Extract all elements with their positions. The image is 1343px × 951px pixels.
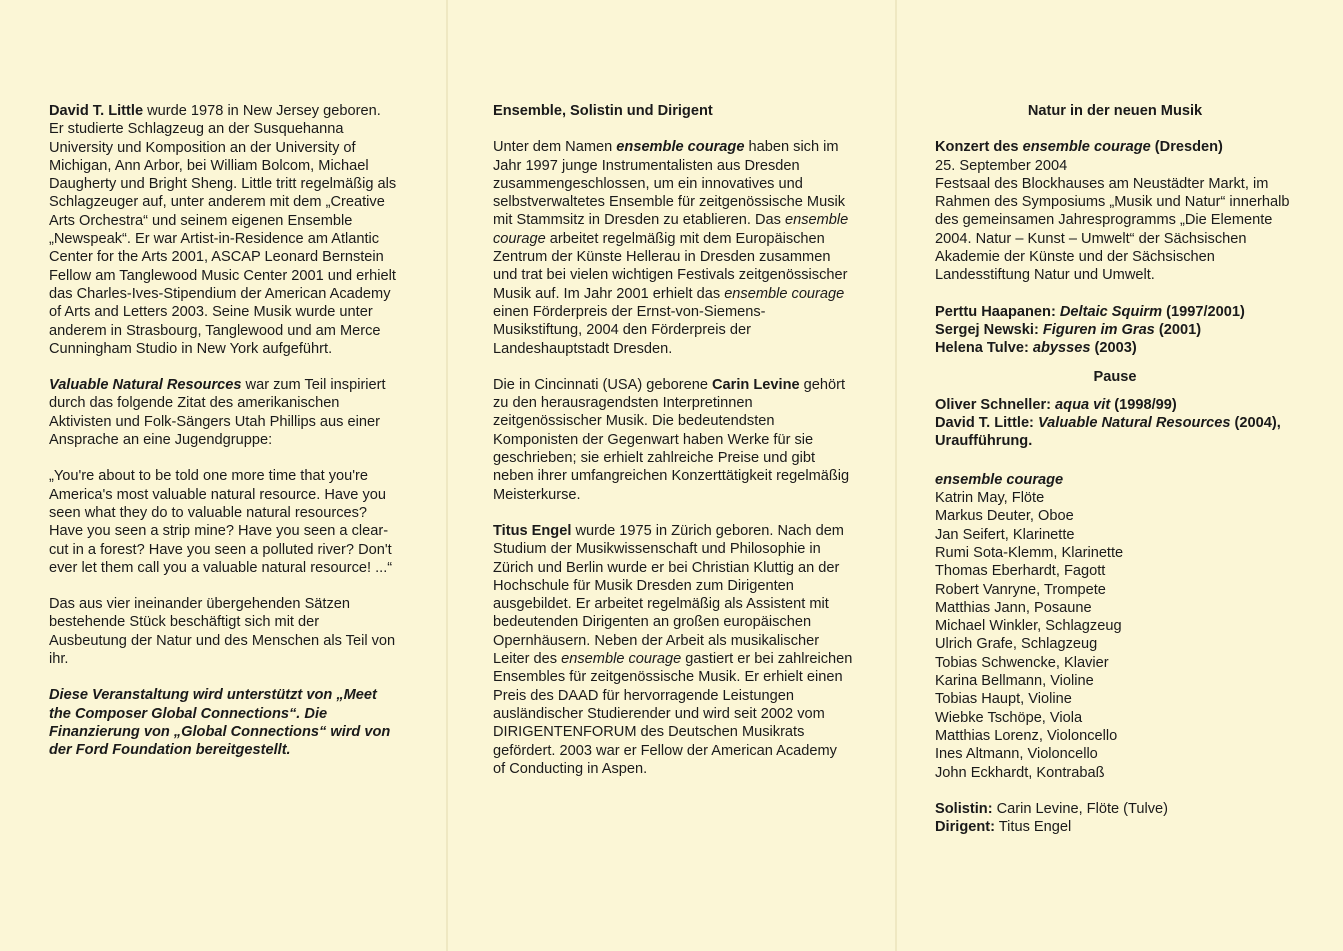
ensemble-paragraph	[493, 138, 853, 358]
work: Deltaic Squirm	[1059, 303, 1163, 320]
text: wurde 1975 in Zürich geboren. Nach dem Studium der Musikwissenschaft und Philosophie in Zürich und Berlin wurde er bei Christian Kluttig an der Hochschule für Musik Dresden zum Dirigenten ausgebildet. Er arbeitet regelmäßig als Assistent mit bedeutenden Dirigenten an großen europäischen Opernhäusern. Neben der Arbeit als musikalischer Leiter des	[493, 522, 844, 668]
text: Konzert des	[935, 139, 1023, 156]
ensemble-name: ensemble courage	[493, 212, 849, 247]
year: (2001)	[1154, 321, 1202, 338]
soloist-label: Solistin:	[935, 800, 993, 817]
member-item: Michael Winkler, Schlagzeug	[935, 618, 1122, 635]
pause-label: Pause	[1093, 368, 1137, 385]
program-item	[935, 339, 1295, 357]
member-item: Tobias Schwencke, Klavier	[935, 654, 1109, 671]
text: gehört zu den herausragendsten Interpretinnen zeitgenössischer Musik. Die bedeutendsten Komponisten der Gegenwart haben Werke für sie geschrieben; sie erhielt zahlreiche Preise und gibt neben ihrer umfangreichen Konzerttätigkeit regelmäßig Meisterkurse.	[493, 376, 850, 503]
program-part-2	[935, 396, 1295, 451]
work-title: Valuable Natural Resources	[49, 377, 242, 394]
program-item	[935, 303, 1295, 321]
year: (1997/2001)	[1162, 303, 1245, 320]
work: aqua vit	[1055, 396, 1111, 413]
composer: Oliver Schneller:	[935, 396, 1056, 413]
member-item: Ulrich Grafe, Schlagzeug	[935, 636, 1098, 653]
conductor-name: Titus Engel	[493, 522, 572, 539]
soloist-line	[935, 800, 1295, 818]
text: arbeitet regelmäßig mit dem Europäischen Zentrum der Künste Hellerau in Dresden zusammen und trat bei vielen wichtigen Festivals zeitgenössischer Musik auf. Im Jahr 2001 erhielt das	[493, 230, 848, 302]
member-item: Markus Deuter, Oboe	[935, 508, 1074, 525]
column-composer	[49, 102, 399, 760]
column-program	[935, 102, 1295, 836]
program-item	[935, 414, 1295, 451]
text: (Dresden)	[1150, 139, 1223, 156]
program-item	[935, 321, 1295, 339]
piece-description: Das aus vier ineinander übergehenden Sätzen bestehende Stück beschäftigt sich mit der Ausbeutung der Natur und des Menschen als Teil von ihr.	[49, 596, 396, 668]
member-item: Tobias Haupt, Violine	[935, 691, 1072, 708]
conductor-line	[935, 818, 1295, 836]
section-heading: Ensemble, Solistin und Dirigent	[493, 103, 713, 119]
composer-name: David T. Little	[49, 103, 144, 119]
program-part-1	[935, 303, 1295, 358]
ensemble-name: ensemble courage	[561, 651, 682, 668]
member-item: Rumi Sota-Klemm, Klarinette	[935, 544, 1124, 561]
member-item: Wiebke Tschöpe, Viola	[935, 709, 1083, 726]
member-item: Karina Bellmann, Violine	[935, 673, 1094, 690]
soloist-value: Carin Levine, Flöte (Tulve)	[992, 800, 1169, 817]
composer-bio	[49, 102, 399, 358]
ensemble-name: ensemble courage	[724, 285, 845, 302]
composer: Helena Tulve:	[935, 340, 1033, 357]
quote: „You're about to be told one more time that you're America's most valuable natural resource. Have you seen what they do to valuable natural resources? Have you seen a strip mine? Have you seen a clear-cut in a forest? Have you seen a polluted river? Don't ever let them call you a valuable natural resource! ...“	[49, 468, 393, 576]
member-list	[935, 489, 1295, 782]
ensemble-name: ensemble courage	[616, 139, 745, 156]
text: einen Förderpreis der Ernst-von-Siemens-Musikstiftung, 2004 den Förderpreis der Landeshauptstadt Dresden.	[493, 303, 766, 357]
ensemble-title: ensemble courage	[935, 471, 1064, 488]
program-heading: Natur in der neuen Musik	[1027, 103, 1203, 119]
work: Valuable Natural Resources	[1037, 415, 1231, 432]
work: abysses	[1032, 340, 1091, 357]
column-ensemble	[493, 102, 853, 778]
member-item: Robert Vanryne, Trompete	[935, 581, 1106, 598]
text: haben sich im Jahr 1997 junge Instrumentalisten aus Dresden zusammengeschlossen, um ein innovatives und selbstverwaltetes Ensemble für zeitgenössische Musik mit Stammsitz in Dresden zu etablieren. Das	[493, 139, 846, 229]
member-item: Matthias Lorenz, Violoncello	[935, 727, 1118, 744]
member-item: Jan Seifert, Klarinette	[935, 526, 1075, 543]
member-item: John Eckhardt, Kontrabaß	[935, 764, 1105, 781]
concert-venue: Festsaal des Blockhauses am Neustädter Markt, im Rahmen des Symposiums „Musik und Natur“ innerhalb des gemeinsamen Jahresprogramms „Die Elemente 2004. Natur – Kunst – Umwelt“ der Sächsischen Akademie der Künste und der Sächsischen Landesstiftung Natur und Umwelt.	[935, 175, 1290, 284]
composer-bio-text: wurde 1978 in New Jersey geboren. Er studierte Schlagzeug an der Susquehanna University und Komposition an der University of Michigan, Ann Arbor, bei William Bolcom, Michael Daugherty und Bright Sheng. Little tritt regelmäßig als Schlagzeuger auf, unter anderem mit dem „Creative Arts Orchestra“ und seinem eigenen Ensemble „Newspeak“. Er war Artist-in-Residence am Atlantic Center for the Arts 2001, ASCAP Leonard Bernstein Fellow am Tanglewood Music Center 2001 und erhielt das Charles-Ives-Stipendium der American Academy of Arts and Letters 2003. Seine Musik wurde unter anderem in Strasbourg, Tanglewood und am Merce Cunningham Studio in New York aufgeführt.	[49, 103, 397, 357]
work-intro	[49, 376, 399, 449]
year: (2004), Uraufführung.	[935, 415, 1281, 450]
conductor-label: Dirigent:	[935, 819, 995, 836]
soloist-paragraph	[493, 376, 853, 504]
year: (2003)	[1090, 340, 1137, 357]
text: Unter dem Namen	[493, 139, 617, 156]
program-item	[935, 396, 1295, 414]
year: (1998/99)	[1110, 396, 1177, 413]
member-item: Ines Altmann, Violoncello	[935, 746, 1098, 763]
text: gastiert er bei zahlreichen Ensembles für zeitgenössische Musik. Er erhielt einen Preis des DAAD für hervorragende Leistungen ausländischer Studierender und wird seit 2002 vom DIRIGENTENFORUM des Deutschen Musikrats gefördert. 2003 war er Fellow der American Academy of Conducting in Aspen.	[493, 651, 853, 777]
composer: Perttu Haapanen:	[935, 303, 1060, 320]
fold-line	[446, 0, 448, 951]
fold-line	[895, 0, 897, 951]
composer: David T. Little:	[935, 415, 1038, 432]
conductor-value: Titus Engel	[995, 819, 1072, 836]
work: Figuren im Gras	[1042, 321, 1155, 338]
member-item: Matthias Jann, Posaune	[935, 599, 1092, 616]
member-item: Thomas Eberhardt, Fagott	[935, 563, 1106, 580]
work-intro-text: war zum Teil inspiriert durch das folgende Zitat des amerikanischen Aktivisten und Folk-Sängers Utah Phillips aus einer Ansprache an eine Jugendgruppe:	[49, 377, 386, 449]
conductor-paragraph	[493, 522, 853, 778]
soloist-name: Carin Levine	[712, 376, 800, 393]
composer: Sergej Newski:	[935, 321, 1043, 338]
concert-title	[935, 138, 1295, 156]
ensemble-name: ensemble courage	[1022, 139, 1151, 156]
member-item: Katrin May, Flöte	[935, 490, 1045, 507]
sponsor-note: Diese Veranstaltung wird unterstützt von „Meet the Composer Global Connections“. Die Finanzierung von „Global Connections“ wird von der Ford Foundation bereitgestellt.	[49, 687, 391, 759]
concert-date: 25. September 2004	[935, 157, 1068, 174]
text: Die in Cincinnati (USA) geborene	[493, 376, 713, 393]
